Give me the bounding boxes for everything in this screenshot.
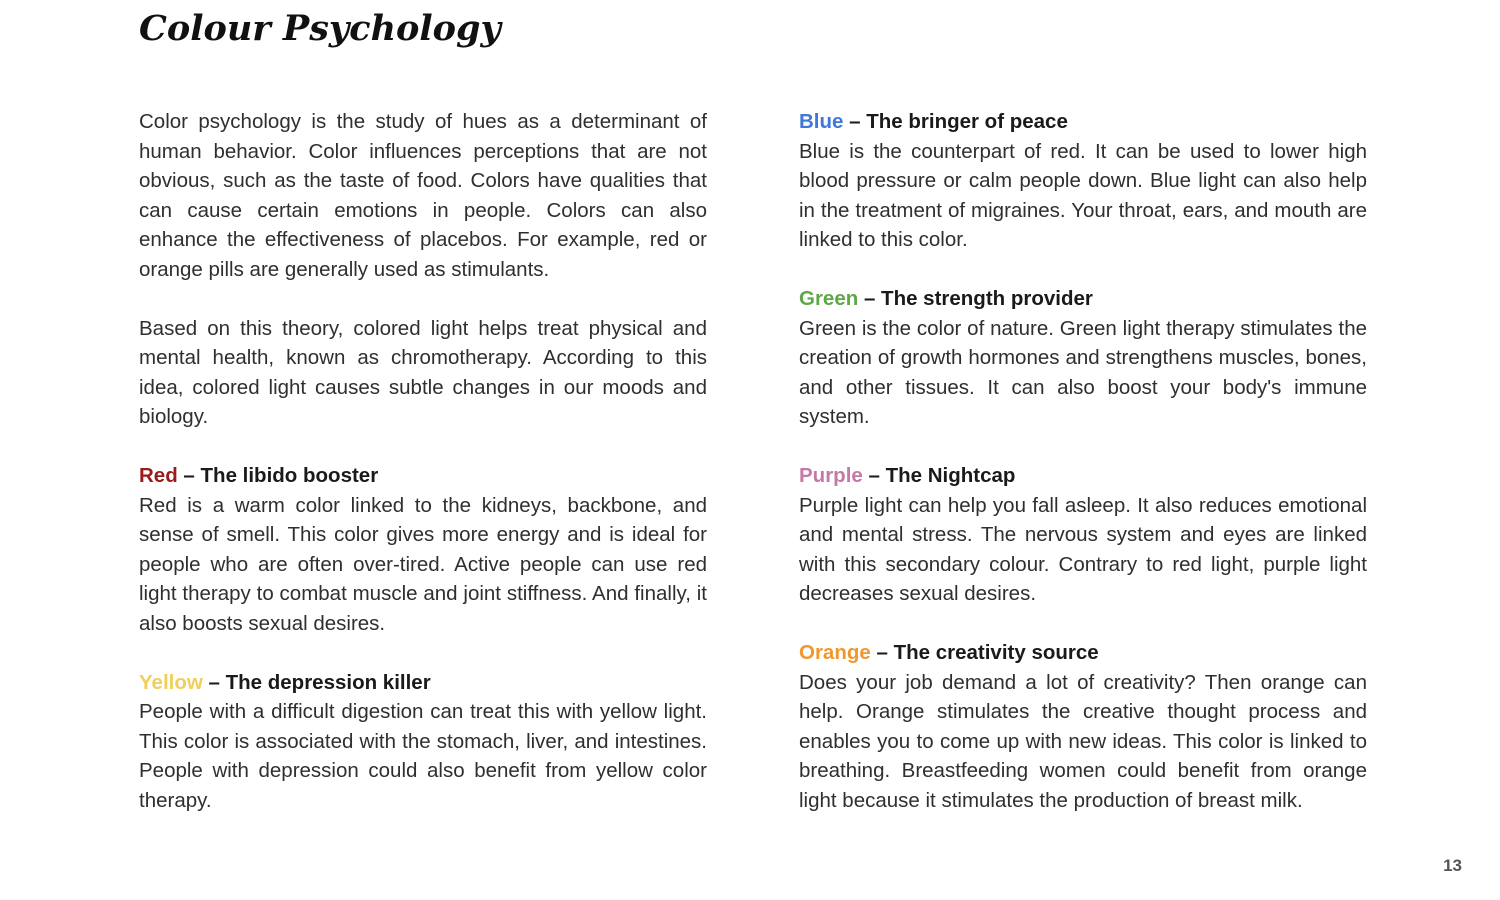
section-green-heading [799,284,1367,314]
section-yellow [139,668,707,816]
section-green-body: Green is the color of nature. Green light therapy stimulates the creation of growth hormones and strengthens muscles, bones, and other tissues. It can also boost your body's immune system. [799,316,1367,428]
section-blue-color-name: Blue [799,110,844,133]
left-column [139,107,707,845]
section-green-tagline: – The strength provider [858,287,1093,310]
section-purple-body: Purple light can help you fall asleep. It also reduces emotional and mental stress. The nervous system and eyes are linked with this secondary colour. Contrary to red light, purple light decreases sexual desires. [799,493,1367,605]
section-blue-body: Blue is the counterpart of red. It can be used to lower high blood pressure or calm people down. Blue light can also help in the treatment of migraines. Your throat, ears, and mouth are linked to this color. [799,139,1367,251]
section-purple-heading [799,461,1367,491]
section-yellow-body: People with a difficult digestion can treat this with yellow light. This color is associated with the stomach, liver, and intestines. People with depression could also benefit from yellow color therapy. [139,700,707,812]
section-purple-color-name: Purple [799,464,863,487]
page-title: Colour Psychology [139,8,501,49]
section-yellow-heading [139,668,707,698]
section-red-body: Red is a warm color linked to the kidneys, backbone, and sense of smell. This color gives more energy and is ideal for people who are often over-tired. Active people can use red light therapy to combat muscle and joint stiffness. And finally, it also boosts sexual desires. [139,493,707,635]
section-orange-body: Does your job demand a lot of creativity? Then orange can help. Orange stimulates the creative thought process and enables you to come up with new ideas. This color is linked to breathing. Breastfeeding women could benefit from orange light because it stimulates the production of breast milk. [799,670,1367,812]
section-purple [799,461,1367,609]
section-orange [799,638,1367,815]
section-orange-color-name: Orange [799,641,871,664]
section-red-heading [139,461,707,491]
section-yellow-tagline: – The depression killer [202,670,431,694]
section-blue-tagline: – The bringer of peace [843,110,1068,133]
section-red-color-name: Red [139,464,178,487]
section-orange-heading [799,638,1367,668]
section-yellow-color-name: Yellow [139,670,203,694]
intro-paragraph-1: Color psychology is the study of hues as a determinant of human behavior. Color influences perceptions that are not obvious, such as the taste of food. Colors have qualities that can cause certain emotions in people. Colors can also enhance the effectiveness of placebos. For example, red or orange pills are generally used as stimulants. [139,110,707,281]
section-blue [799,107,1367,255]
section-orange-tagline: – The creativity source [870,641,1099,664]
section-red [139,461,707,638]
intro-paragraph-2: Based on this theory, colored light helps treat physical and mental health, known as chromotherapy. According to this idea, colored light causes subtle changes in our moods and biology. [139,316,707,428]
page-number: 13 [1443,856,1462,875]
section-red-tagline: – The libido booster [177,464,379,487]
section-purple-tagline: – The Nightcap [862,464,1016,487]
right-column [799,107,1367,845]
section-green [799,284,1367,432]
section-green-color-name: Green [799,287,859,310]
section-blue-heading [799,107,1367,137]
